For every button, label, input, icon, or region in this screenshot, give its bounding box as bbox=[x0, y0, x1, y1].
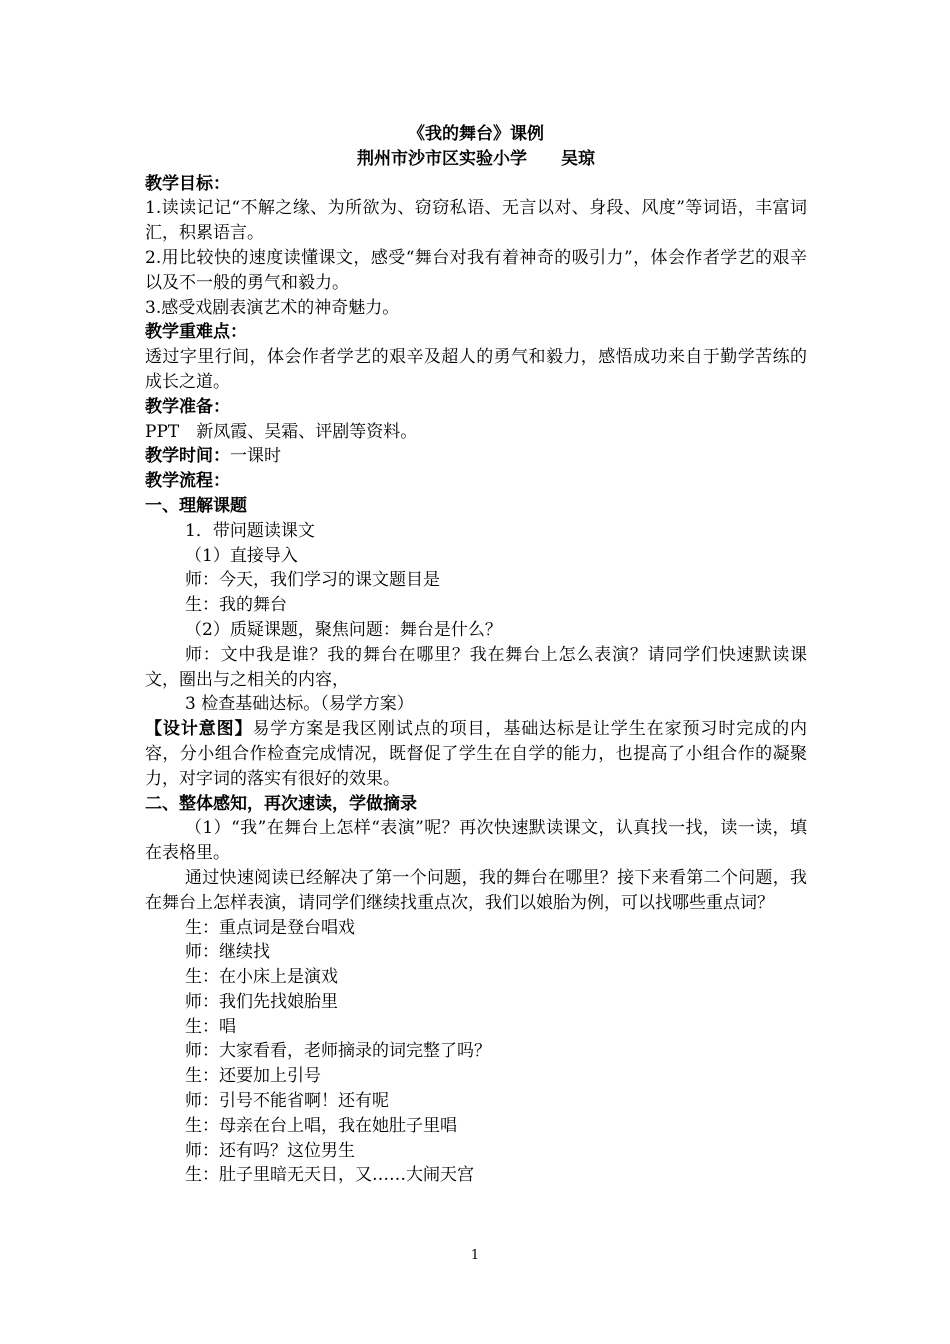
dialogue-line: 师：引号不能省啊！还有呢 bbox=[185, 1091, 389, 1112]
dialogue-line: 师：还有吗？这位男生 bbox=[185, 1140, 355, 1161]
page-content bbox=[145, 122, 807, 1188]
section1-line: 1．带问题读课文 bbox=[185, 520, 315, 541]
section1-heading: 一、理解课题 bbox=[145, 495, 247, 516]
design-intent-label: 【设计意图】 bbox=[145, 719, 253, 740]
dialogue-line: 师：我们先找娘胎里 bbox=[185, 991, 338, 1012]
time-text: 一课时 bbox=[230, 446, 281, 467]
section1-line: 师：今天，我们学习的课文题目是 bbox=[185, 570, 440, 591]
page-number: 1 bbox=[470, 1248, 480, 1263]
key-points-heading: 教学重难点： bbox=[145, 322, 247, 343]
author-line: 荆州市沙市区实验小学 吴琼 bbox=[357, 148, 595, 169]
design-intent-text: 易学方案是我区刚试点的项目，基础达标是让学生在家预习时完成的内容，分小组合作检查完成情况，既督促了学生在自学的能力，也提高了小组合作的凝聚力，对字词的落实有很好的效果。 bbox=[145, 719, 807, 789]
section2-paragraph: 通过快速阅读已经解决了第一个问题，我的舞台在哪里？接下来看第二个问题，我在舞台上怎样表演，请同学们继续找重点次，我们以娘胎为例，可以找哪些重点词？ bbox=[145, 867, 807, 913]
section2-heading: 二、整体感知，再次速读，学做摘录 bbox=[145, 793, 417, 814]
dialogue-line: 生：唱 bbox=[185, 1016, 236, 1037]
goals-heading: 教学目标： bbox=[145, 173, 230, 194]
section1-line: 生：我的舞台 bbox=[185, 595, 287, 616]
time-line bbox=[145, 444, 807, 469]
design-intent-paragraph bbox=[145, 717, 807, 791]
preparation-text: PPT 新凤霞、吴霜、评剧等资料。 bbox=[145, 421, 418, 442]
goal-item-1: 1.读读记记“不解之缘、为所欲为、窃窃私语、无言以对、身段、风度”等词语，丰富词汇，积累语言。 bbox=[145, 198, 807, 244]
dialogue-line: 生：重点词是登台唱戏 bbox=[185, 917, 355, 938]
time-heading: 教学时间： bbox=[145, 446, 230, 467]
goal-item-3: 3.感受戏剧表演艺术的神奇魅力。 bbox=[145, 297, 400, 318]
dialogue-line: 生：母亲在台上唱，我在她肚子里唱 bbox=[185, 1115, 457, 1136]
dialogue-line: 师：大家看看，老师摘录的词完整了吗？ bbox=[185, 1041, 491, 1062]
section1-line: （2）质疑课题，聚焦问题：舞台是什么？ bbox=[185, 619, 502, 640]
section1-paragraph: 师：文中我是谁？我的舞台在哪里？我在舞台上怎么表演？请同学们快速默读课文，圈出与之相关的内容， bbox=[145, 644, 807, 690]
dialogue-line: 师：继续找 bbox=[185, 942, 270, 963]
dialogue-line: 生：肚子里暗无天日，又……大闹天宫 bbox=[185, 1165, 474, 1186]
preparation-heading: 教学准备： bbox=[145, 396, 230, 417]
goal-item-2: 2.用比较快的速度读懂课文，感受“舞台对我有着神奇的吸引力”，体会作者学艺的艰辛以及不一般的勇气和毅力。 bbox=[145, 247, 807, 293]
flow-heading: 教学流程： bbox=[145, 471, 230, 492]
dialogue-line: 生：在小床上是演戏 bbox=[185, 967, 338, 988]
dialogue-line: 生：还要加上引号 bbox=[185, 1066, 321, 1087]
key-points-text: 透过字里行间，体会作者学艺的艰辛及超人的勇气和毅力，感悟成功来自于勤学苦练的成长之道。 bbox=[145, 347, 807, 392]
document-title: 《我的舞台》课例 bbox=[408, 124, 544, 144]
section1-check-line: 3 检查基础达标。（易学方案） bbox=[185, 694, 414, 715]
section1-line: （1）直接导入 bbox=[185, 545, 298, 566]
section2-paragraph: （1）“我”在舞台上怎样“表演”呢？再次快速默读课文，认真找一找，读一读，填在表格里。 bbox=[145, 818, 807, 864]
